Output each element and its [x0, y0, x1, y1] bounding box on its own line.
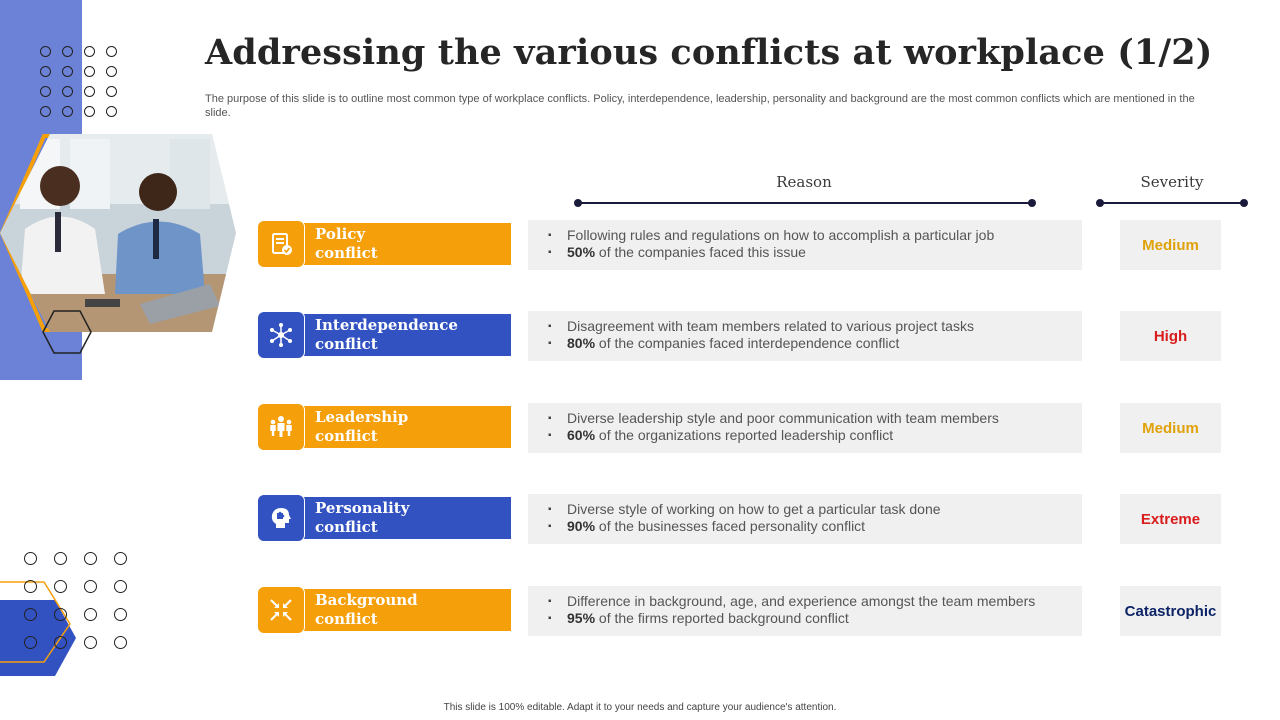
conflict-label-line2: conflict [315, 244, 378, 262]
severity-badge: Medium [1120, 220, 1221, 270]
converging-arrows-icon [257, 586, 305, 634]
reason-percentage: 95% [567, 610, 596, 626]
reason-item: ▪ Diverse style of working on how to get a particular task done [548, 501, 1082, 518]
conflict-label [303, 223, 511, 265]
conflict-row-personality [257, 494, 1222, 544]
reason-box [528, 220, 1082, 270]
conflict-label [303, 314, 511, 356]
conflict-row-policy [257, 220, 1222, 270]
conflict-label [303, 406, 511, 448]
reason-item: ▪ Following rules and regulations on how to accomplish a particular job [548, 227, 1082, 244]
footer-note: This slide is 100% editable. Adapt it to your needs and capture your audience's attention. [443, 702, 837, 713]
conflict-label-line1: Interdependence [315, 316, 458, 334]
severity-badge: High [1120, 311, 1221, 361]
reason-item-stat [548, 335, 1082, 352]
network-nodes-icon [257, 311, 305, 359]
conflict-label-line2: conflict [315, 427, 378, 445]
document-check-icon [257, 220, 305, 268]
reason-item-stat [548, 610, 1082, 627]
reason-percentage: 50% [567, 244, 596, 260]
page-subtitle: The purpose of this slide is to outline most common type of workplace conflicts. Policy, interdependence, leadership, personality and background are the most common conflicts which are mentioned in the slide. [205, 93, 1195, 119]
severity-badge: Medium [1120, 403, 1221, 453]
reason-item: ▪ Diverse leadership style and poor communication with team members [548, 410, 1082, 427]
reason-item-stat [548, 518, 1082, 535]
reason-stat-text: of the companies faced interdependence conflict [595, 335, 900, 351]
head-puzzle-icon [257, 494, 305, 542]
page-title: Addressing the various conflicts at workplace (1/2) [205, 32, 1213, 73]
conflict-row-background [257, 586, 1222, 636]
reason-percentage: 90% [567, 518, 596, 534]
reason-item-stat [548, 244, 1082, 261]
severity-badge: Extreme [1120, 494, 1221, 544]
conflict-label [303, 497, 511, 539]
reason-percentage: 60% [567, 427, 596, 443]
conflict-label-line2: conflict [315, 518, 378, 536]
reason-percentage: 80% [567, 335, 596, 351]
reason-box [528, 586, 1082, 636]
reason-header-line [578, 202, 1032, 204]
reason-box [528, 403, 1082, 453]
reason-header: Reason [776, 173, 832, 191]
reason-stat-text: of the companies faced this issue [595, 244, 806, 260]
severity-header: Severity [1140, 173, 1204, 191]
conflict-label-line2: conflict [315, 335, 378, 353]
reason-box [528, 311, 1082, 361]
severity-header-line [1100, 202, 1244, 204]
severity-badge: Catastrophic [1120, 586, 1221, 636]
reason-box [528, 494, 1082, 544]
conflict-label-line1: Background [315, 591, 418, 609]
reason-stat-text: of the firms reported background conflict [595, 610, 849, 626]
decorative-dots-bottom [24, 552, 127, 649]
conflict-label-line1: Policy [315, 225, 366, 243]
conflict-row-leadership [257, 403, 1222, 453]
reason-stat-text: of the organizations reported leadership conflict [595, 427, 894, 443]
office-photo [0, 134, 236, 332]
reason-item: ▪ Disagreement with team members related to various project tasks [548, 318, 1082, 335]
reason-stat-text: of the businesses faced personality conflict [595, 518, 866, 534]
reason-item-stat [548, 427, 1082, 444]
decorative-dots-top [40, 46, 117, 117]
decorative-hexagon-outline [42, 310, 92, 354]
conflict-label [303, 589, 511, 631]
conflict-label-line1: Leadership [315, 408, 409, 426]
conflict-label-line1: Personality [315, 499, 410, 517]
team-leader-icon [257, 403, 305, 451]
conflict-label-line2: conflict [315, 610, 378, 628]
conflict-row-interdependence [257, 311, 1222, 361]
reason-item: ▪ Difference in background, age, and experience amongst the team members [548, 593, 1082, 610]
